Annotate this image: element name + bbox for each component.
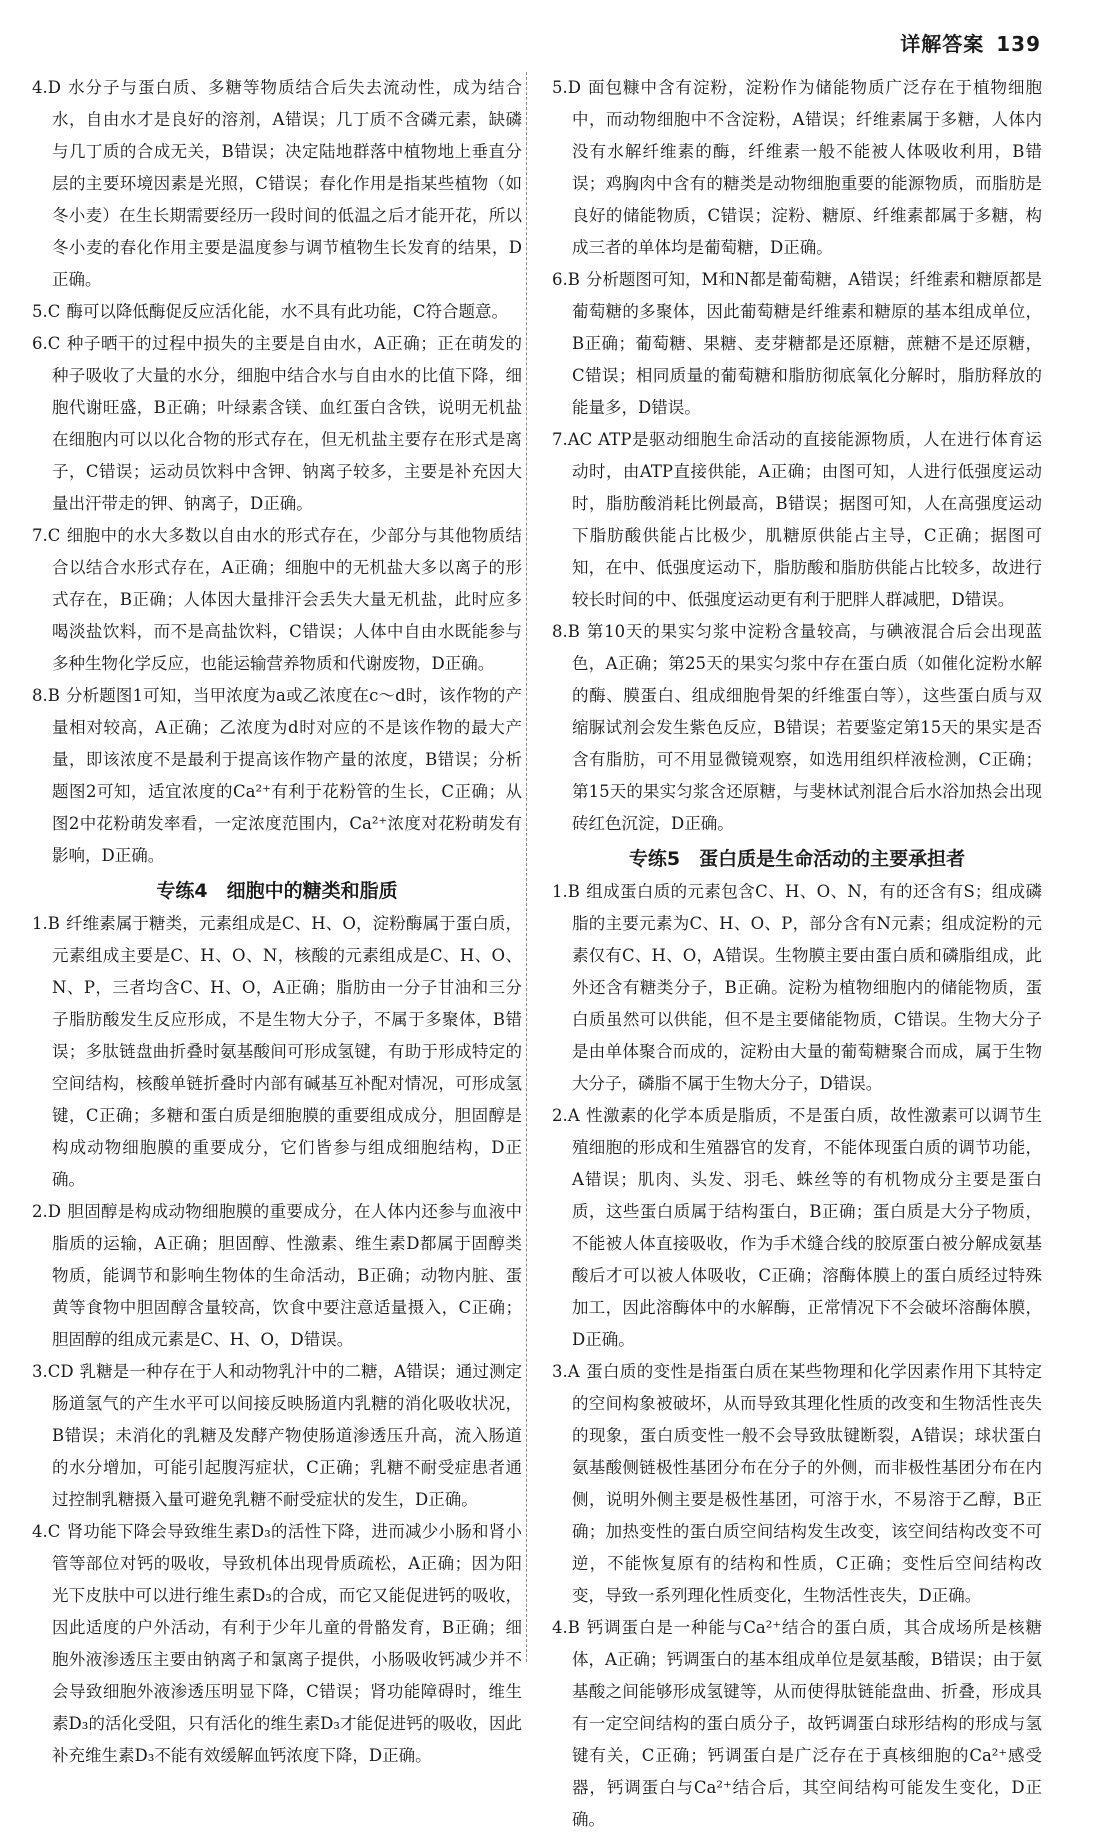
page-number: 139: [996, 32, 1041, 56]
answer-key: 4.B: [552, 1618, 580, 1637]
answer-key: 1.B: [32, 914, 60, 933]
answer-item: [552, 1100, 1042, 1356]
answer-key: 8.B: [552, 622, 580, 641]
answer-item: [32, 680, 522, 872]
answer-key: 2.A: [552, 1106, 580, 1125]
answer-explanation: 胆固醇是构成动物细胞膜的重要成分，在人体内还参与血液中脂质的运输，A正确；胆固醇、性激素、维生素D都属于固醇类物质，能调节和影响生物体的生命活动，B正确；动物内脏、蛋黄等食物中胆固醇含量较高，饮食中要注意适量摄入，C正确；胆固醇的组成元素是C、H、O，D错误。: [52, 1202, 522, 1349]
answer-key: 6.C: [32, 334, 61, 353]
column-divider: [526, 72, 527, 1662]
answer-key: 4.C: [32, 1522, 61, 1541]
page-header: [900, 28, 1041, 57]
answer-item: [32, 520, 522, 680]
answer-item: [32, 72, 522, 296]
answer-item: [552, 876, 1042, 1100]
answer-item: [32, 328, 522, 520]
answer-key: 1.B: [552, 882, 580, 901]
answer-item: [552, 264, 1042, 424]
answer-key: 8.B: [32, 686, 60, 705]
answer-explanation: 面包糠中含有淀粉，淀粉作为储能物质广泛存在于植物细胞中，而动物细胞中不含淀粉，A错误；纤维素属于多糖，人体内没有水解纤维素的酶，纤维素一般不能被人体吸收利用，B错误；鸡胸肉中含有的糖类是动物细胞重要的能源物质，而脂肪是良好的储能物质，C错误；淀粉、糖原、纤维素都属于多糖，构成三者的单体均是葡萄糖，D正确。: [572, 78, 1042, 257]
section-heading: 专练4 细胞中的糖类和脂质: [156, 880, 398, 902]
right-column: [552, 72, 1042, 1836]
answer-item: [552, 72, 1042, 264]
answer-item: [552, 1356, 1042, 1612]
answer-explanation: 性激素的化学本质是脂质，不是蛋白质，故性激素可以调节生殖细胞的形成和生殖器官的发育，不能体现蛋白质的调节功能，A错误；肌肉、头发、羽毛、蛛丝等的有机物成分主要是蛋白质，这些蛋白质属于结构蛋白，B正确；蛋白质是大分子物质，不能被人体直接吸收，作为手术缝合线的胶原蛋白被分解成氨基酸后才可以被人体吸收，C正确；溶酶体膜上的蛋白质经过特殊加工，因此溶酶体中的水解酶，正常情况下不会破坏溶酶体膜，D正确。: [572, 1106, 1042, 1349]
answer-key: 7.C: [32, 526, 61, 545]
answer-explanation: 细胞中的水大多数以自由水的形式存在，少部分与其他物质结合以结合水形式存在，A正确；细胞中的无机盐大多以离子的形式存在，B正确；人体因大量排汗会丢失大量无机盐，此时应多喝淡盐饮料，而不是高盐饮料，C错误；人体中自由水既能参与多种生物化学反应，也能运输营养物质和代谢废物，D正确。: [52, 526, 522, 673]
answer-explanation: 钙调蛋白是一种能与Ca²⁺结合的蛋白质，其合成场所是核糖体，A正确；钙调蛋白的基本组成单位是氨基酸，B错误；由于氨基酸之间能够形成氢键等，从而使得肽链能盘曲、折叠，形成具有一定空间结构的蛋白质分子，故钙调蛋白球形结构的形成与氢键有关，C正确；钙调蛋白是广泛存在于真核细胞的Ca²⁺感受器，钙调蛋白与Ca²⁺结合后，其空间结构可能发生变化，D正确。: [572, 1618, 1042, 1829]
answer-explanation: 分析题图可知，M和N都是葡萄糖，A错误；纤维素和糖原都是葡萄糖的多聚体，因此葡萄糖是纤维素和糖原的基本组成单位，B正确；葡萄糖、果糖、麦芽糖都是还原糖，蔗糖不是还原糖，C错误；相同质量的葡萄糖和脂肪彻底氧化分解时，脂肪释放的能量多，D错误。: [572, 270, 1042, 417]
answer-explanation: ATP是驱动细胞生命活动的直接能源物质，人在进行体育运动时，由ATP直接供能，A正确；由图可知，人进行低强度运动时，脂肪酸消耗比例最高，B错误；据图可知，人在高强度运动下脂肪酸供能占比极少，肌糖原供能占主导，C正确；据图可知，在中、低强度运动下，脂肪酸和脂肪供能占比较多，故进行较长时间的中、低强度运动更有利于肥胖人群减肥，D错误。: [572, 430, 1042, 609]
answer-key: 5.D: [552, 78, 581, 97]
answer-item: [552, 616, 1042, 840]
answer-key: 3.A: [552, 1362, 580, 1381]
section-heading: 专练5 蛋白质是生命活动的主要承担者: [628, 848, 966, 870]
answer-key: 6.B: [552, 270, 580, 289]
answer-explanation: 组成蛋白质的元素包含C、H、O、N，有的还含有S；组成磷脂的主要元素为C、H、O、P，部分含有N元素；组成淀粉的元素仅有C、H、O，A错误。生物膜主要由蛋白质和磷脂组成，此外还含有糖类分子，B正确。淀粉为植物细胞内的储能物质，蛋白质虽然可以供能，但不是主要储能物质，C错误。生物大分子是由单体聚合而成的，淀粉由大量的葡萄糖聚合而成，属于生物大分子，磷脂不属于生物大分子，D错误。: [572, 882, 1042, 1093]
answer-explanation: 水分子与蛋白质、多糖等物质结合后失去流动性，成为结合水，自由水才是良好的溶剂，A错误；几丁质不含磷元素，缺磷与几丁质的合成无关，B错误；决定陆地群落中植物地上垂直分层的主要环境因素是光照，C错误；春化作用是指某些植物（如冬小麦）在生长期需要经历一段时间的低温之后才能开花，所以冬小麦的春化作用主要是温度参与调节植物生长发育的结果，D正确。: [52, 78, 522, 289]
answer-key: 4.D: [32, 78, 61, 97]
answer-explanation: 酶可以降低酶促反应活化能，水不具有此功能，C符合题意。: [66, 302, 508, 321]
answer-explanation: 第10天的果实匀浆中淀粉含量较高，与碘液混合后会出现蓝色，A正确；第25天的果实匀浆中存在蛋白质（如催化淀粉水解的酶、膜蛋白、组成细胞骨架的纤维蛋白等），这些蛋白质与双缩脲试剂会发生紫色反应，B错误；若要鉴定第15天的果实是否含有脂肪，可不用显微镜观察，如选用组织样液检测，C正确；第15天的果实匀浆含还原糖，与斐林试剂混合后水浴加热会出现砖红色沉淀，D正确。: [572, 622, 1042, 833]
answer-key: 3.CD: [32, 1362, 74, 1381]
answer-item: [32, 908, 522, 1196]
answer-explanation: 蛋白质的变性是指蛋白质在某些物理和化学因素作用下其特定的空间构象被破坏，从而导致其理化性质的改变和生物活性丧失的现象，蛋白质变性一般不会导致肽键断裂，A错误；球状蛋白氨基酸侧链极性基团分布在分子的外侧，而非极性基团分布在内侧，说明外侧主要是极性基团，可溶于水，不易溶于乙醇，B正确；加热变性的蛋白质空间结构发生改变，该空间结构改变不可逆，不能恢复原有的结构和性质，C正确；变性后空间结构改变，导致一系列理化性质变化，生物活性丧失，D正确。: [572, 1362, 1042, 1605]
answer-item: [32, 1196, 522, 1356]
answer-explanation: 乳糖是一种存在于人和动物乳汁中的二糖，A错误；通过测定肠道氢气的产生水平可以间接反映肠道内乳糖的消化吸收状况，B错误；未消化的乳糖及发酵产物使肠道渗透压升高，流入肠道的水分增加，可能引起腹泻症状，C正确；乳糖不耐受症患者通过控制乳糖摄入量可避免乳糖不耐受症状的发生，D正确。: [52, 1362, 522, 1509]
answer-explanation: 种子晒干的过程中损失的主要是自由水，A正确；正在萌发的种子吸收了大量的水分，细胞中结合水与自由水的比值下降，细胞代谢旺盛，B正确；叶绿素含镁、血红蛋白含铁，说明无机盐在细胞内可以以化合物的形式存在，但无机盐主要存在形式是离子，C错误；运动员饮料中含钾、钠离子较多，主要是补充因大量出汗带走的钾、钠离子，D正确。: [52, 334, 522, 513]
answer-item: [32, 1356, 522, 1516]
answer-key: 2.D: [32, 1202, 61, 1221]
answer-item: [32, 296, 522, 328]
answer-explanation: 纤维素属于糖类，元素组成是C、H、O，淀粉酶属于蛋白质，元素组成主要是C、H、O、N，核酸的元素组成是C、H、O、N、P，三者均含C、H、O，A正确；脂肪由一分子甘油和三分子脂肪酸发生反应形成，不是生物大分子，不属于多聚体，B错误；多肽链盘曲折叠时氨基酸间可形成氢键，有助于形成特定的空间结构，核酸单链折叠时内部有碱基互补配对情况，可形成氢键，C正确；多糖和蛋白质是细胞膜的重要组成成分，胆固醇是构成动物细胞膜的重要成分，它们皆参与组成细胞结构，D正确。: [52, 914, 522, 1189]
answer-item: [32, 1516, 522, 1772]
answer-item: [552, 1612, 1042, 1836]
left-column: [32, 72, 522, 1772]
answer-item: [552, 424, 1042, 616]
answer-explanation: 分析题图1可知，当甲浓度为a或乙浓度在c～d时，该作物的产量相对较高，A正确；乙浓度为d时对应的不是该作物的最大产量，即该浓度不是最利于提高该作物产量的浓度，B错误；分析题图2可知，适宜浓度的Ca²⁺有利于花粉管的生长，C正确；从图2中花粉萌发率看，一定浓度范围内，Ca²⁺浓度对花粉萌发有影响，D正确。: [52, 686, 522, 865]
answer-key: 5.C: [32, 302, 61, 321]
answer-explanation: 肾功能下降会导致维生素D₃的活性下降，进而减少小肠和肾小管等部位对钙的吸收，导致机体出现骨质疏松，A正确；因为阳光下皮肤中可以进行维生素D₃的合成，而它又能促进钙的吸收，因此适度的户外活动，有利于少年儿童的骨骼发育，B正确；细胞外液渗透压主要由钠离子和氯离子提供，小肠吸收钙减少并不会导致细胞外液渗透压明显下降，C错误；肾功能障碍时，维生素D₃的活化受阻，只有活化的维生素D₃才能促进钙的吸收，因此补充维生素D₃不能有效缓解血钙浓度下降，D正确。: [52, 1522, 522, 1765]
header-title: 详解答案: [900, 32, 985, 56]
answer-key: 7.AC: [552, 430, 593, 449]
